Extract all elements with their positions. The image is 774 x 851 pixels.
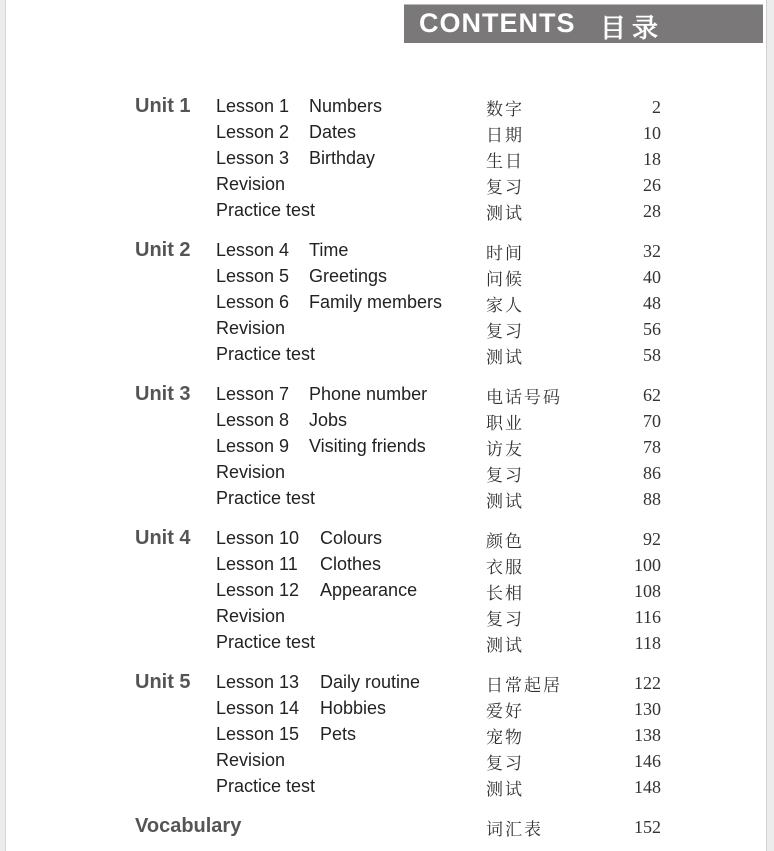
page-number: 28 [643,201,661,221]
page-number: 146 [634,751,661,771]
lesson-topic-zh: 测试 [486,492,524,512]
page-number: 40 [643,267,661,287]
page-number: 138 [634,725,661,745]
lesson-topic-zh: 数字 [486,100,524,120]
lesson-label: Lesson 2 [216,122,290,142]
page-number: 18 [643,149,661,169]
toc-entry[interactable] [0,631,774,657]
lesson-topic-zh: 测试 [486,204,524,224]
lesson-label: Revision [216,318,286,338]
page-number: 70 [643,411,661,431]
lesson-label: Revision [216,750,286,770]
vocabulary-label: Vocabulary [135,815,242,837]
lesson-label: Lesson 8 [216,410,290,430]
lesson-topic: Birthday [309,148,376,168]
lesson-topic-zh: 问候 [486,270,524,290]
toc-entry[interactable] [0,723,774,749]
lesson-label: Lesson 11 [216,554,298,574]
lesson-topic: Time [309,240,349,260]
lesson-label: Lesson 12 [216,580,300,600]
page-number: 130 [634,699,661,719]
toc-entry[interactable] [0,317,774,343]
toc-entry[interactable] [0,461,774,487]
lesson-topic: Hobbies [320,698,387,718]
lesson-topic: Clothes [320,554,382,574]
toc-entry[interactable] [0,749,774,775]
toc-entry[interactable] [0,291,774,317]
lesson-label: Lesson 6 [216,292,290,312]
page-number: 32 [643,241,661,261]
toc-entry[interactable] [0,147,774,173]
lesson-topic-zh: 测试 [486,348,524,368]
lesson-topic-zh: 职业 [486,414,524,434]
toc-entry[interactable] [0,265,774,291]
page-number: 2 [652,97,661,117]
lesson-topic-zh: 电话号码 [486,388,562,408]
page-number: 92 [643,529,661,549]
lesson-label: Practice test [216,632,316,652]
page-number: 10 [643,123,661,143]
lesson-label: Practice test [216,488,316,508]
toc-entry[interactable] [0,671,774,697]
lesson-label: Practice test [216,344,316,364]
unit-label: Unit 5 [135,671,191,693]
lesson-label: Practice test [216,200,316,220]
lesson-topic-zh: 家人 [486,296,524,316]
lesson-topic-zh: 宠物 [486,728,524,748]
lesson-topic-zh: 日期 [486,126,524,146]
lesson-topic-zh: 复习 [486,178,524,198]
toc-entry[interactable] [0,121,774,147]
toc-entry[interactable] [0,579,774,605]
toc-entry[interactable] [0,95,774,121]
lesson-topic: Greetings [309,266,388,286]
lesson-topic-zh: 生日 [486,152,524,172]
lesson-topic-zh: 长相 [486,584,524,604]
lesson-topic: Dates [309,122,357,142]
lesson-topic: Daily routine [320,672,421,692]
lesson-topic-zh: 复习 [486,754,524,774]
toc-entry[interactable] [0,553,774,579]
page-number: 86 [643,463,661,483]
unit-label: Unit 3 [135,383,191,405]
lesson-topic: Jobs [309,410,348,430]
page-number: 100 [634,555,661,575]
toc-entry[interactable] [0,435,774,461]
lesson-label: Lesson 10 [216,528,300,548]
lesson-label: Revision [216,606,286,626]
page-number: 78 [643,437,661,457]
contents-header [404,4,763,43]
page-number: 108 [634,581,661,601]
lesson-topic-zh: 时间 [486,244,524,264]
lesson-topic-zh: 颜色 [486,532,524,552]
lesson-label: Lesson 1 [216,96,290,116]
lesson-label: Lesson 4 [216,240,290,260]
lesson-label: Lesson 13 [216,672,300,692]
page-number: 88 [643,489,661,509]
vocabulary-zh: 词汇表 [486,820,543,840]
unit-label: Unit 2 [135,239,191,261]
vocabulary-page: 152 [634,817,661,837]
toc-entry[interactable] [0,239,774,265]
page-number: 48 [643,293,661,313]
page-number: 122 [634,673,661,693]
toc-entry-vocabulary[interactable] [0,815,774,841]
toc-entry[interactable] [0,383,774,409]
toc-entry[interactable] [0,697,774,723]
unit-label: Unit 4 [135,527,191,549]
lesson-label: Practice test [216,776,316,796]
lesson-topic: Visiting friends [309,436,426,456]
toc-entry[interactable] [0,343,774,369]
toc-entry[interactable] [0,199,774,225]
header-title-zh: 目录 [600,14,665,44]
lesson-topic-zh: 访友 [486,440,524,460]
page-number: 26 [643,175,661,195]
lesson-label: Lesson 15 [216,724,300,744]
lesson-topic: Appearance [320,580,418,600]
page-number: 148 [634,777,661,797]
lesson-topic-zh: 日常起居 [486,676,562,696]
page-number: 118 [634,633,661,653]
toc-entry[interactable] [0,409,774,435]
lesson-topic-zh: 复习 [486,466,524,486]
page-number: 116 [634,607,661,627]
lesson-label: Lesson 14 [216,698,300,718]
toc-entry[interactable] [0,487,774,513]
lesson-label: Lesson 5 [216,266,290,286]
lesson-topic: Numbers [309,96,383,116]
page-number: 62 [643,385,661,405]
lesson-label: Lesson 3 [216,148,290,168]
lesson-topic-zh: 爱好 [486,702,524,722]
page-number: 58 [643,345,661,365]
lesson-topic-zh: 测试 [486,636,524,656]
page-number: 56 [643,319,661,339]
lesson-topic: Pets [320,724,357,744]
header-title-en: CONTENTS [419,8,576,38]
lesson-topic-zh: 复习 [486,322,524,342]
toc-entry[interactable] [0,173,774,199]
lesson-label: Lesson 9 [216,436,290,456]
unit-label: Unit 1 [135,95,191,117]
lesson-label: Revision [216,462,286,482]
lesson-topic: Family members [309,292,443,312]
toc-entry[interactable] [0,605,774,631]
lesson-topic-zh: 衣服 [486,558,524,578]
lesson-label: Lesson 7 [216,384,290,404]
toc-entry[interactable] [0,775,774,801]
lesson-topic-zh: 测试 [486,780,524,800]
lesson-topic: Phone number [309,384,428,404]
lesson-topic-zh: 复习 [486,610,524,630]
lesson-label: Revision [216,174,286,194]
toc-entry[interactable] [0,527,774,553]
lesson-topic: Colours [320,528,383,548]
